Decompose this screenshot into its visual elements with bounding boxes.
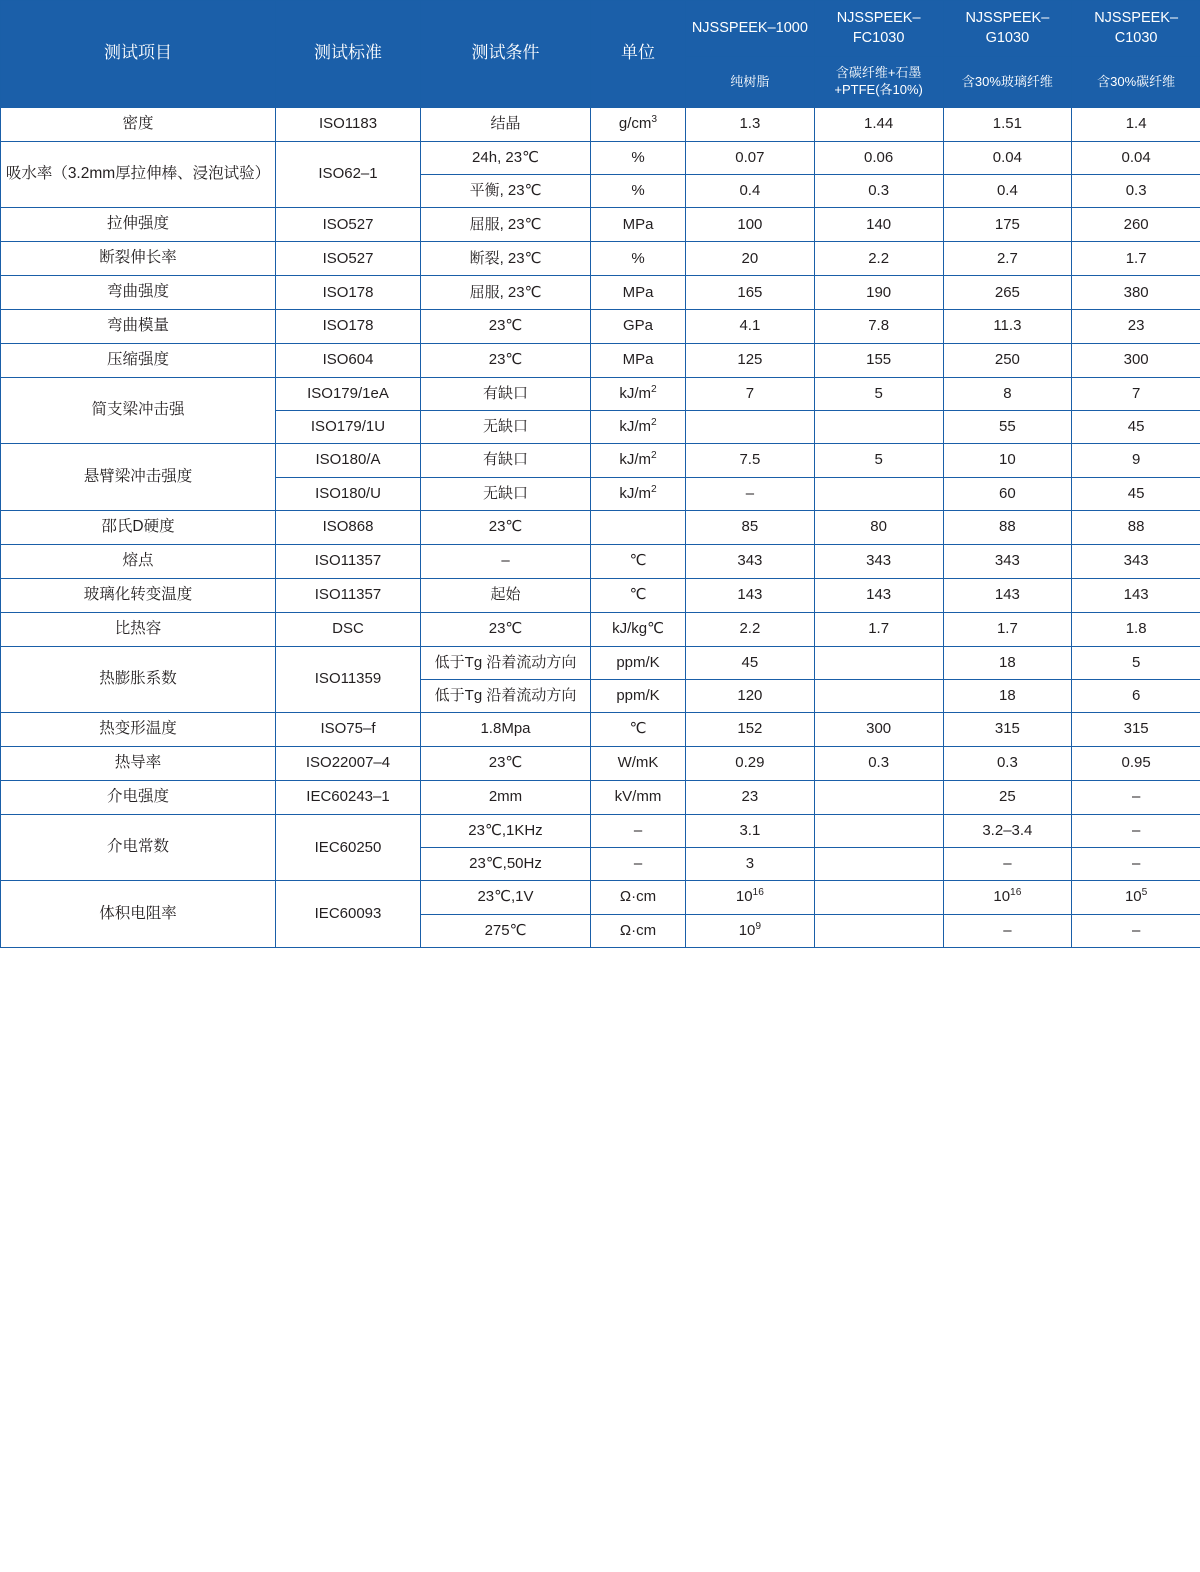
table-row [1,444,1200,477]
header-test-standard: 测试标准 [276,1,421,108]
table-row [1,344,1200,378]
cell-value-product-1: 165 [686,276,815,310]
cell-test-condition: 屈服, 23℃ [421,276,591,310]
cell-test-condition: 断裂, 23℃ [421,242,591,276]
cell-test-standard: ISO527 [276,242,421,276]
cell-test-standard: IEC60250 [276,814,421,881]
cell-value-product-2: 1.7 [814,612,943,646]
cell-test-standard: DSC [276,612,421,646]
cell-test-item: 弯曲模量 [1,310,276,344]
cell-value-product-4: 260 [1072,208,1200,242]
header-test-item: 测试项目 [1,1,276,108]
cell-unit: MPa [591,208,686,242]
table-row [1,612,1200,646]
cell-value-product-2: 140 [814,208,943,242]
cell-test-standard: ISO180/A [276,444,421,477]
table-row [1,780,1200,814]
cell-unit: $kJ/m^2$ [591,444,686,477]
cell-value-product-2: 2.2 [814,242,943,276]
cell-test-condition: 无缺口 [421,477,591,510]
cell-value-product-3: 2.7 [943,242,1072,276]
cell-value-product-3: 3.2–3.4 [943,814,1072,847]
cell-test-condition: 结晶 [421,107,591,141]
cell-test-standard: IEC60243–1 [276,780,421,814]
cell-value-product-1: 45 [686,646,815,679]
cell-value-product-4: – [1072,814,1200,847]
header-product-1-desc: 纯树脂 [686,57,815,108]
cell-value-product-4: 0.3 [1072,175,1200,208]
cell-value-product-1: 100 [686,208,815,242]
cell-value-product-1: 0.4 [686,175,815,208]
cell-test-item: 密度 [1,107,276,141]
cell-value-product-3: 11.3 [943,310,1072,344]
table-row [1,646,1200,679]
cell-test-condition: 有缺口 [421,377,591,410]
cell-value-product-2: 300 [814,713,943,747]
cell-value-product-1: 23 [686,780,815,814]
cell-unit: % [591,175,686,208]
cell-test-item: 熔点 [1,544,276,578]
cell-unit: GPa [591,310,686,344]
cell-test-condition: 起始 [421,578,591,612]
cell-test-item: 压缩强度 [1,344,276,378]
cell-test-item: 热变形温度 [1,713,276,747]
cell-value-product-1: 343 [686,544,815,578]
cell-value-product-1: 152 [686,713,815,747]
cell-unit: % [591,242,686,276]
cell-value-product-4: 9 [1072,444,1200,477]
cell-value-product-1: 0.29 [686,747,815,781]
cell-value-product-3: 60 [943,477,1072,510]
cell-value-product-4: 0.04 [1072,141,1200,174]
cell-value-product-1: 143 [686,578,815,612]
cell-test-standard: ISO62–1 [276,141,421,208]
cell-unit: Ω·cm [591,881,686,914]
cell-test-condition: 无缺口 [421,411,591,444]
cell-test-condition: 屈服, 23℃ [421,208,591,242]
cell-value-product-1: $10^9$ [686,914,815,947]
cell-value-product-4: 1.8 [1072,612,1200,646]
cell-value-product-4: – [1072,848,1200,881]
table-row [1,881,1200,914]
cell-value-product-2 [814,477,943,510]
cell-value-product-4: $10^5$ [1072,881,1200,914]
cell-unit: $kJ/m^2$ [591,411,686,444]
cell-value-product-2: 143 [814,578,943,612]
cell-test-standard: ISO868 [276,510,421,544]
cell-test-item: 介电强度 [1,780,276,814]
cell-unit: $kJ/m^2$ [591,477,686,510]
cell-value-product-2 [814,914,943,947]
table-row [1,107,1200,141]
header-product-1: NJSSPEEK–1000 [686,1,815,57]
cell-test-condition: 低于Tg 沿着流动方向 [421,646,591,679]
cell-value-product-3: 1.51 [943,107,1072,141]
cell-value-product-4: 23 [1072,310,1200,344]
cell-value-product-2: 80 [814,510,943,544]
cell-value-product-2 [814,411,943,444]
cell-unit: ℃ [591,578,686,612]
cell-unit: $kJ/m^2$ [591,377,686,410]
cell-value-product-4: 380 [1072,276,1200,310]
cell-test-item: 简支梁冲击强 [1,377,276,444]
cell-value-product-2 [814,881,943,914]
cell-value-product-1: 7 [686,377,815,410]
cell-test-item: 体积电阻率 [1,881,276,948]
cell-value-product-2 [814,848,943,881]
cell-value-product-4: – [1072,780,1200,814]
cell-value-product-1: 0.07 [686,141,815,174]
cell-test-standard: ISO22007–4 [276,747,421,781]
cell-test-item: 弯曲强度 [1,276,276,310]
cell-test-condition: 24h, 23℃ [421,141,591,174]
header-test-condition: 测试条件 [421,1,591,108]
cell-value-product-2: 5 [814,377,943,410]
cell-test-standard: ISO11357 [276,544,421,578]
cell-unit: ℃ [591,713,686,747]
cell-value-product-4: 88 [1072,510,1200,544]
table-row [1,377,1200,410]
cell-value-product-4: 1.7 [1072,242,1200,276]
cell-value-product-4: – [1072,914,1200,947]
cell-test-condition: 23℃,1KHz [421,814,591,847]
cell-test-standard: ISO527 [276,208,421,242]
table-row [1,276,1200,310]
table-row [1,814,1200,847]
cell-test-item: 玻璃化转变温度 [1,578,276,612]
cell-test-condition: 低于Tg 沿着流动方向 [421,679,591,712]
cell-test-condition: 23℃,1V [421,881,591,914]
cell-test-condition: 23℃ [421,510,591,544]
cell-unit: ppm/K [591,646,686,679]
cell-test-item: 介电常数 [1,814,276,881]
cell-value-product-4: 315 [1072,713,1200,747]
cell-value-product-4: 5 [1072,646,1200,679]
cell-unit: MPa [591,276,686,310]
cell-value-product-3: 143 [943,578,1072,612]
cell-value-product-3: 88 [943,510,1072,544]
cell-test-condition: 23℃ [421,310,591,344]
table-row [1,242,1200,276]
cell-value-product-2: 1.44 [814,107,943,141]
table-row [1,747,1200,781]
cell-unit: Ω·cm [591,914,686,947]
cell-unit: W/mK [591,747,686,781]
cell-value-product-4: 7 [1072,377,1200,410]
cell-value-product-3: $10^{16}$ [943,881,1072,914]
cell-unit: kJ/kg℃ [591,612,686,646]
cell-test-standard: ISO179/1U [276,411,421,444]
table-body [1,107,1200,947]
cell-value-product-1: 3.1 [686,814,815,847]
header-row-top [1,1,1200,57]
cell-test-condition: 23℃ [421,612,591,646]
cell-test-item: 拉伸强度 [1,208,276,242]
cell-test-standard: ISO11357 [276,578,421,612]
header-product-3: NJSSPEEK–G1030 [943,1,1072,57]
cell-value-product-1 [686,411,815,444]
cell-test-item: 断裂伸长率 [1,242,276,276]
cell-value-product-1: 125 [686,344,815,378]
table-row [1,208,1200,242]
cell-test-standard: ISO604 [276,344,421,378]
cell-test-condition: 275℃ [421,914,591,947]
cell-value-product-3: 175 [943,208,1072,242]
cell-value-product-2: 343 [814,544,943,578]
cell-value-product-1: 20 [686,242,815,276]
cell-value-product-3: 265 [943,276,1072,310]
cell-unit: MPa [591,344,686,378]
cell-test-standard: ISO178 [276,276,421,310]
cell-value-product-3: 315 [943,713,1072,747]
table-row [1,713,1200,747]
cell-unit: % [591,141,686,174]
cell-value-product-4: 6 [1072,679,1200,712]
cell-unit: ppm/K [591,679,686,712]
cell-value-product-3: 343 [943,544,1072,578]
cell-value-product-4: 45 [1072,477,1200,510]
cell-value-product-3: – [943,914,1072,947]
cell-value-product-2 [814,646,943,679]
cell-test-standard: ISO178 [276,310,421,344]
cell-value-product-2: 0.3 [814,175,943,208]
cell-value-product-1: 120 [686,679,815,712]
cell-value-product-2: 190 [814,276,943,310]
cell-value-product-2: 7.8 [814,310,943,344]
cell-test-standard: ISO11359 [276,646,421,713]
cell-value-product-3: 8 [943,377,1072,410]
cell-value-product-1: 3 [686,848,815,881]
cell-test-item: 热膨胀系数 [1,646,276,713]
cell-value-product-1: – [686,477,815,510]
table-row [1,544,1200,578]
cell-value-product-3: 0.3 [943,747,1072,781]
cell-value-product-4: 300 [1072,344,1200,378]
cell-value-product-2: 0.3 [814,747,943,781]
cell-test-condition: 23℃ [421,747,591,781]
cell-test-condition: – [421,544,591,578]
header-product-4: NJSSPEEK–C1030 [1072,1,1200,57]
cell-test-standard: ISO1183 [276,107,421,141]
cell-value-product-2: 0.06 [814,141,943,174]
cell-unit: – [591,814,686,847]
cell-unit: $g/cm^3$ [591,107,686,141]
cell-test-standard: ISO179/1eA [276,377,421,410]
cell-value-product-1: 4.1 [686,310,815,344]
cell-value-product-1: 7.5 [686,444,815,477]
cell-value-product-1: 1.3 [686,107,815,141]
cell-value-product-2 [814,814,943,847]
cell-value-product-4: 1.4 [1072,107,1200,141]
cell-test-standard: ISO75–f [276,713,421,747]
cell-value-product-2: 155 [814,344,943,378]
cell-test-condition: 平衡, 23℃ [421,175,591,208]
header-product-4-desc: 含30%碳纤维 [1072,57,1200,108]
cell-test-condition: 23℃,50Hz [421,848,591,881]
cell-value-product-2 [814,780,943,814]
cell-value-product-1: $10^{16}$ [686,881,815,914]
cell-unit: ℃ [591,544,686,578]
cell-test-item: 吸水率（3.2mm厚拉伸棒、浸泡试验） [1,141,276,208]
cell-test-item: 比热容 [1,612,276,646]
cell-test-condition: 1.8Mpa [421,713,591,747]
header-product-2: NJSSPEEK–FC1030 [814,1,943,57]
cell-value-product-1: 85 [686,510,815,544]
cell-value-product-3: 250 [943,344,1072,378]
cell-test-condition: 23℃ [421,344,591,378]
cell-unit: kV/mm [591,780,686,814]
cell-value-product-3: 18 [943,646,1072,679]
cell-value-product-3: 0.04 [943,141,1072,174]
cell-value-product-3: 18 [943,679,1072,712]
cell-value-product-3: – [943,848,1072,881]
cell-test-standard: ISO180/U [276,477,421,510]
table-row [1,578,1200,612]
cell-value-product-1: 2.2 [686,612,815,646]
cell-unit [591,510,686,544]
cell-unit: – [591,848,686,881]
table-header [1,1,1200,108]
cell-value-product-3: 55 [943,411,1072,444]
cell-value-product-3: 10 [943,444,1072,477]
cell-test-item: 邵氏D硬度 [1,510,276,544]
cell-value-product-3: 1.7 [943,612,1072,646]
cell-value-product-3: 25 [943,780,1072,814]
table-row [1,310,1200,344]
cell-value-product-4: 343 [1072,544,1200,578]
header-unit: 单位 [591,1,686,108]
cell-value-product-2 [814,679,943,712]
cell-test-item: 悬臂梁冲击强度 [1,444,276,511]
header-product-2-desc: 含碳纤维+石墨+PTFE(各10%) [814,57,943,108]
header-product-3-desc: 含30%玻璃纤维 [943,57,1072,108]
cell-test-condition: 2mm [421,780,591,814]
cell-value-product-2: 5 [814,444,943,477]
cell-value-product-4: 143 [1072,578,1200,612]
cell-test-condition: 有缺口 [421,444,591,477]
cell-value-product-4: 45 [1072,411,1200,444]
cell-test-standard: IEC60093 [276,881,421,948]
cell-value-product-4: 0.95 [1072,747,1200,781]
table-row [1,510,1200,544]
cell-value-product-3: 0.4 [943,175,1072,208]
cell-test-item: 热导率 [1,747,276,781]
table-row [1,141,1200,174]
